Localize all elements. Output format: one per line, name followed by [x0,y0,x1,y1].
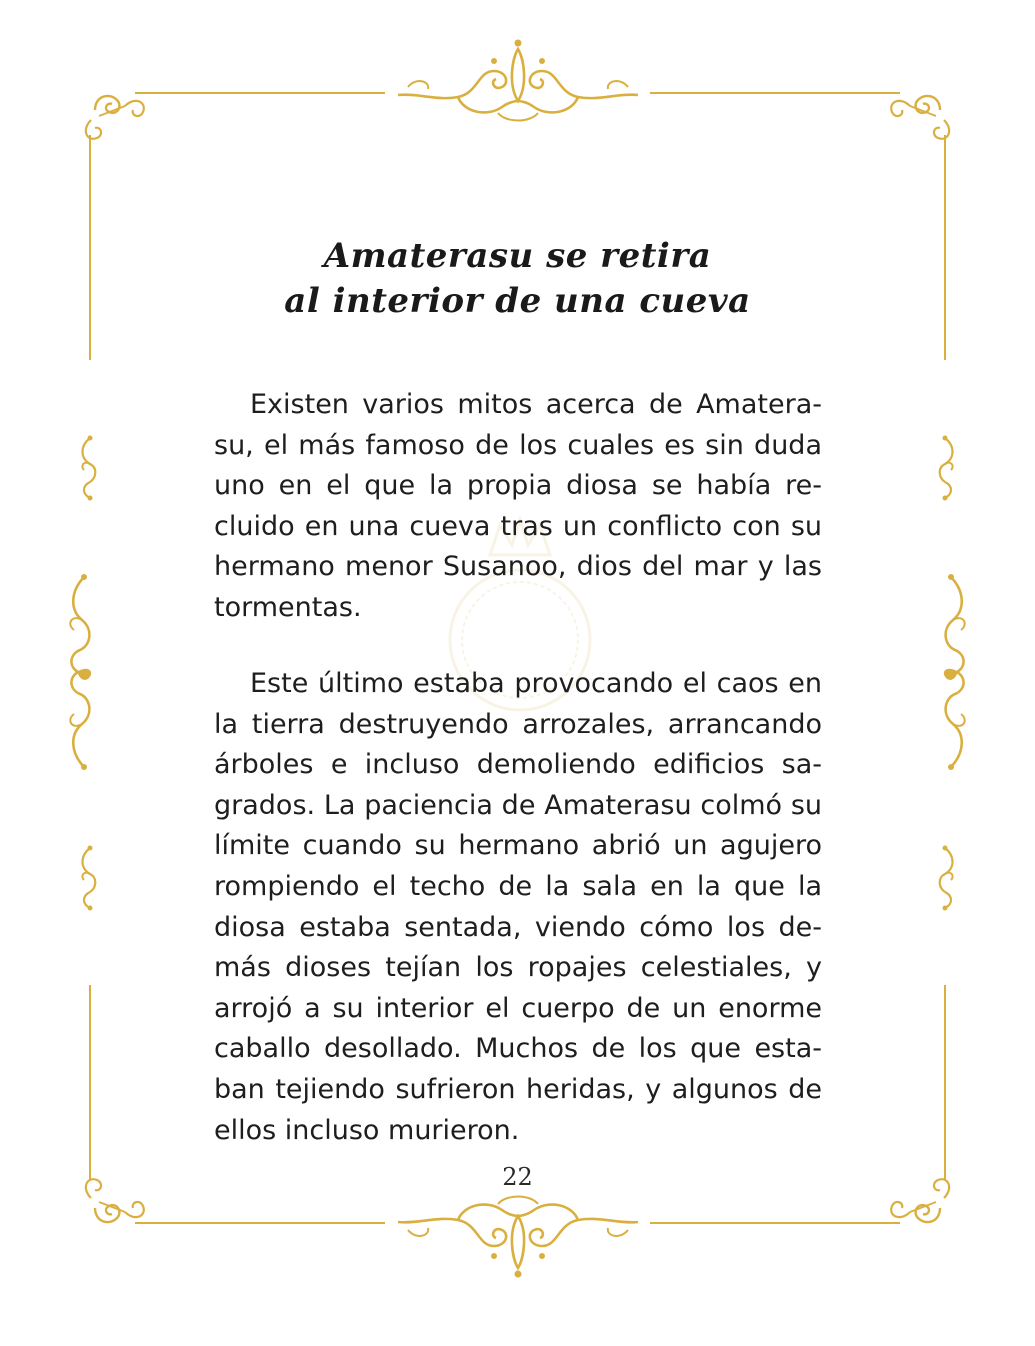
page-number: 22 [502,1163,533,1191]
body-paragraph-2: Este último estaba provocando el caos en la tierra destruyendo arrozales, arrancando árboles e incluso demoliendo edificios sagrados. La paciencia de Amaterasu colmó su límite cuando su hermano abrió un agujero rompiendo el techo de la sala en la que la diosa estaba sentada, viendo cómo los demás dioses tejían los ropajes celestiales, y arrojó a su interior el cuerpo de un enorme caballo desollado. Muchos de los que estaban tejiendo sufrieron heridas, y algunos de ellos incluso murieron. [214,668,822,1146]
chapter-title-line-1: Amaterasu se retira [323,236,712,276]
chapter-title-line-2: al interior de una cueva [284,281,751,321]
body-paragraph-1: Existen varios mitos acerca de Amaterasu, el más famoso de los cuales es sin duda uno en el que la propia diosa se había recluido en una cueva tras un conflicto con su hermano menor Susanoo, dios del mar y las tormentas. [214,389,822,623]
